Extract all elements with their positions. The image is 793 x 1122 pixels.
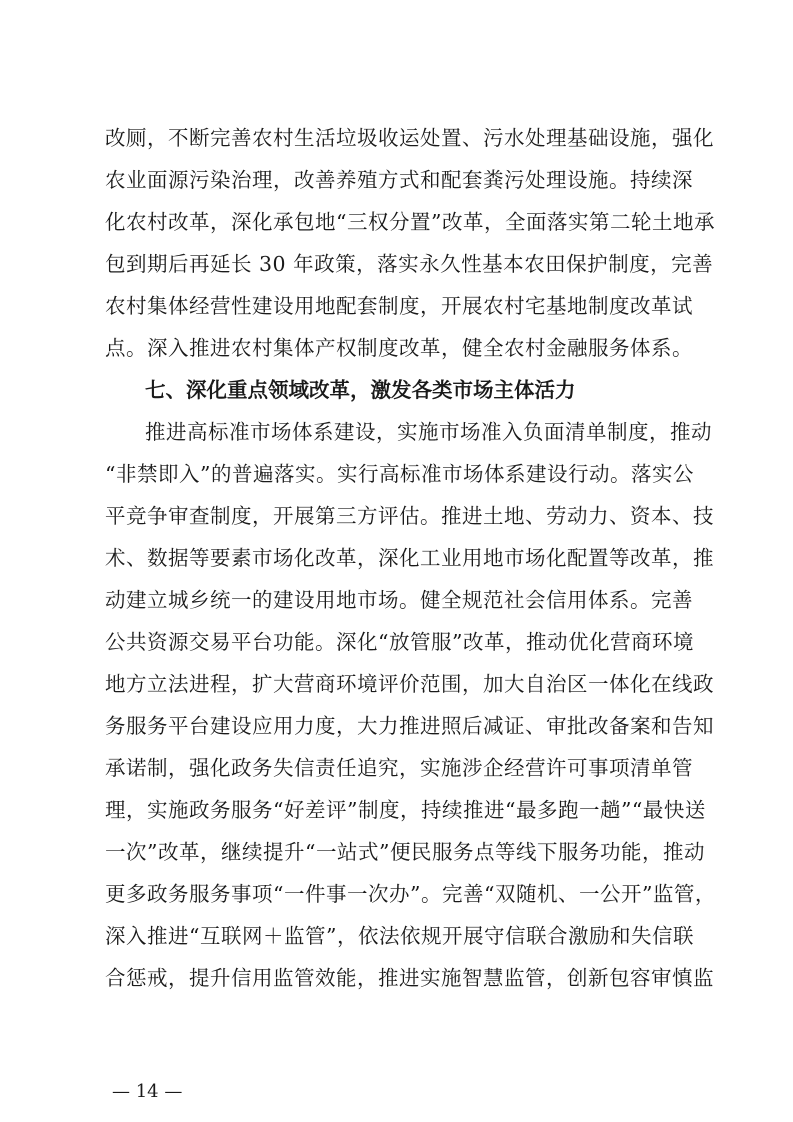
paragraph-2-line-11: 一次”改革，继续提升“一站式”便民服务点等线下服务功能，推动 [105, 840, 705, 864]
section-heading: 七、深化重点领域改革，激发各类市场主体活力 [145, 378, 576, 402]
paragraph-2-line-7: 地方立法进程，扩大营商环境评价范围，加大自治区一体化在线政 [105, 672, 714, 696]
paragraph-2-line-14: 合惩戒，提升信用监管效能，推进实施智慧监管，创新包容审慎监 [105, 966, 714, 990]
paragraph-2-line-10: 理，实施政务服务“好差评”制度，持续推进“最多跑一趟”“最快送 [105, 798, 706, 822]
paragraph-2-line-9: 承诺制，强化政务失信责任追究，实施涉企经营许可事项清单管 [105, 756, 693, 780]
paragraph-1-line-1: 改厕，不断完善农村生活垃圾收运处置、污水处理基础设施，强化 [105, 126, 714, 150]
paragraph-2-line-1: 推进高标准市场体系建设，实施市场准入负面清单制度，推动 [145, 420, 712, 444]
paragraph-2-line-3: 平竞争审查制度，开展第三方评估。推进土地、劳动力、资本、技 [105, 504, 714, 528]
paragraph-2-line-12: 更多政务服务事项“一件事一次办”。完善“双随机、一公开”监管， [105, 882, 716, 906]
paragraph-1-line-2: 农业面源污染治理，改善养殖方式和配套粪污处理设施。持续深 [105, 168, 693, 192]
paragraph-2-line-5: 动建立城乡统一的建设用地市场。健全规范社会信用体系。完善 [105, 588, 693, 612]
paragraph-2-line-8: 务服务平台建设应用力度，大力推进照后减证、审批改备案和告知 [105, 714, 714, 738]
paragraph-1-line-6: 点。深入推进农村集体产权制度改革，健全农村金融服务体系。 [105, 336, 693, 360]
paragraph-2-line-13: 深入推进“互联网＋监管”，依法依规开展守信联合激励和失信联 [105, 924, 694, 948]
paragraph-2-line-4: 术、数据等要素市场化改革，深化工业用地市场化配置等改革，推 [105, 546, 714, 570]
paragraph-1-line-5: 农村集体经营性建设用地配套制度，开展农村宅基地制度改革试 [105, 294, 693, 318]
paragraph-1-line-4: 包到期后再延长 30 年政策，落实永久性基本农田保护制度，完善 [105, 252, 714, 276]
paragraph-2-line-6: 公共资源交易平台功能。深化“放管服”改革，推动优化营商环境 [105, 630, 694, 654]
paragraph-2-line-2: “非禁即入”的普遍落实。实行高标准市场体系建设行动。落实公 [105, 462, 694, 486]
paragraph-1-line-3: 化农村改革，深化承包地“三权分置”改革，全面落实第二轮土地承 [105, 210, 715, 234]
page-number: — 14 — [112, 1081, 183, 1102]
